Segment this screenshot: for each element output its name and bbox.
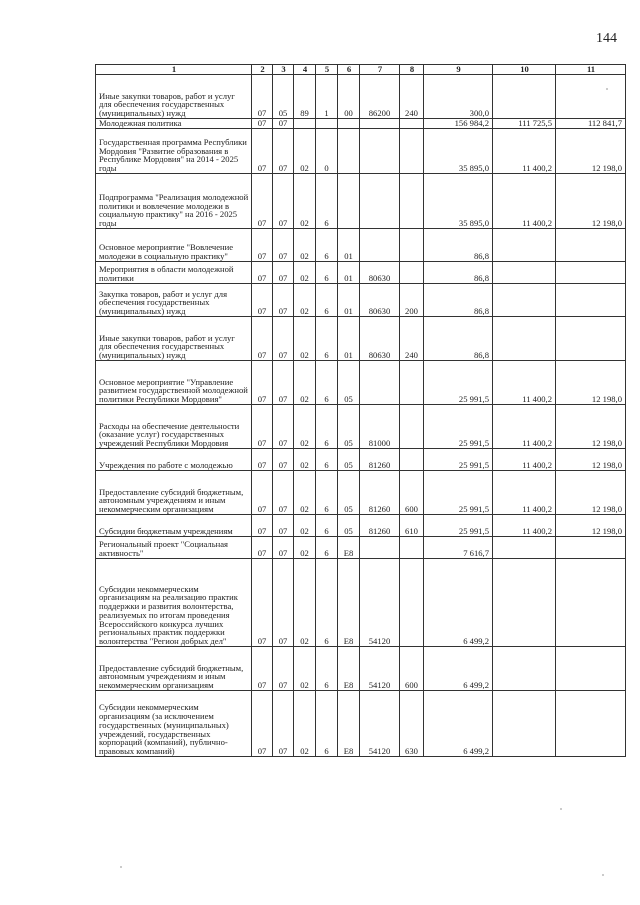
cell-col-7: 54120: [360, 559, 400, 647]
cell-col-9: 35 895,0: [424, 129, 493, 174]
scan-speck: [560, 808, 562, 810]
cell-row-name: Государственная программа Республики Мордовия "Развитие образования в Республике Мордовия" на 2014 - 2025 годы: [96, 129, 252, 174]
cell-col-8: [400, 449, 424, 471]
cell-col-7: 86200: [360, 75, 400, 119]
cell-row-name: Основное мероприятие "Управление развитием государственной молодежной политики Республики Мордовия": [96, 361, 252, 405]
cell-col-10: [493, 75, 556, 119]
column-header: 5: [316, 65, 338, 75]
cell-col-3: 07: [273, 405, 294, 449]
cell-col-4: 02: [294, 361, 316, 405]
cell-col-5: 6: [316, 515, 338, 537]
cell-col-6: 01: [338, 262, 360, 284]
column-header: 8: [400, 65, 424, 75]
cell-col-7: [360, 129, 400, 174]
cell-col-11: [556, 537, 626, 559]
cell-col-10: [493, 537, 556, 559]
cell-col-6: [338, 119, 360, 129]
cell-col-9: 86,8: [424, 284, 493, 317]
cell-col-2: 07: [252, 537, 273, 559]
cell-col-9: 156 984,2: [424, 119, 493, 129]
cell-col-2: 07: [252, 119, 273, 129]
cell-col-10: 11 400,2: [493, 405, 556, 449]
scan-speck: [602, 874, 604, 876]
column-header: 11: [556, 65, 626, 75]
cell-col-6: 05: [338, 515, 360, 537]
cell-col-10: [493, 559, 556, 647]
cell-col-9: 6 499,2: [424, 691, 493, 757]
cell-col-11: 12 198,0: [556, 449, 626, 471]
column-header: 4: [294, 65, 316, 75]
cell-col-11: 12 198,0: [556, 515, 626, 537]
cell-col-3: 07: [273, 471, 294, 515]
table-row: [96, 129, 626, 174]
cell-col-10: [493, 647, 556, 691]
cell-row-name: Субсидии некоммерческим организациям (за исключением государственных (муниципальных) учреждений, государственных корпораций (компаний), публично-правовых компаний): [96, 691, 252, 757]
cell-col-7: [360, 537, 400, 559]
cell-col-5: 1: [316, 75, 338, 119]
cell-col-9: 25 991,5: [424, 361, 493, 405]
cell-col-4: 02: [294, 449, 316, 471]
cell-row-name: Субсидии некоммерческим организациям на реализацию практик поддержки и развития волонтерства, реализуемых по итогам проведения Всероссийского конкурса лучших региональных практик поддержки волонтерства "Регион добрых дел": [96, 559, 252, 647]
table-row: [96, 262, 626, 284]
cell-col-3: 07: [273, 119, 294, 129]
cell-col-9: 6 499,2: [424, 647, 493, 691]
budget-table: [95, 64, 626, 757]
cell-col-9: 300,0: [424, 75, 493, 119]
cell-col-3: 07: [273, 262, 294, 284]
table-row: [96, 471, 626, 515]
table-row: [96, 361, 626, 405]
cell-col-11: 12 198,0: [556, 361, 626, 405]
cell-col-2: 07: [252, 647, 273, 691]
column-header: 6: [338, 65, 360, 75]
cell-row-name: Молодежная политика: [96, 119, 252, 129]
cell-col-8: [400, 229, 424, 262]
cell-col-2: 07: [252, 691, 273, 757]
cell-col-2: 07: [252, 129, 273, 174]
cell-col-10: 11 400,2: [493, 129, 556, 174]
cell-col-5: 6: [316, 405, 338, 449]
cell-col-2: 07: [252, 317, 273, 361]
cell-col-3: 07: [273, 647, 294, 691]
cell-col-8: [400, 129, 424, 174]
cell-col-6: 05: [338, 449, 360, 471]
cell-col-4: 02: [294, 284, 316, 317]
cell-row-name: Закупка товаров, работ и услуг для обеспечения государственных (муниципальных) нужд: [96, 284, 252, 317]
cell-col-4: 02: [294, 691, 316, 757]
cell-col-6: 05: [338, 361, 360, 405]
header-row: [96, 65, 626, 75]
cell-col-9: 7 616,7: [424, 537, 493, 559]
column-header: 3: [273, 65, 294, 75]
cell-col-11: [556, 559, 626, 647]
cell-col-6: E8: [338, 691, 360, 757]
column-header: 7: [360, 65, 400, 75]
column-header: 10: [493, 65, 556, 75]
cell-col-7: 54120: [360, 691, 400, 757]
cell-col-4: 02: [294, 262, 316, 284]
cell-col-4: 02: [294, 129, 316, 174]
cell-col-7: [360, 361, 400, 405]
cell-row-name: Региональный проект "Социальная активность": [96, 537, 252, 559]
cell-col-6: E8: [338, 559, 360, 647]
cell-col-4: 02: [294, 647, 316, 691]
cell-col-10: [493, 262, 556, 284]
cell-col-11: 12 198,0: [556, 405, 626, 449]
cell-col-11: 12 198,0: [556, 174, 626, 229]
table-row: [96, 559, 626, 647]
table-row: [96, 405, 626, 449]
cell-col-9: 25 991,5: [424, 515, 493, 537]
cell-col-11: 12 198,0: [556, 471, 626, 515]
cell-col-8: 630: [400, 691, 424, 757]
cell-col-2: 07: [252, 262, 273, 284]
cell-col-6: E8: [338, 647, 360, 691]
cell-col-5: 6: [316, 174, 338, 229]
cell-col-8: 200: [400, 284, 424, 317]
cell-col-4: 02: [294, 515, 316, 537]
cell-col-8: [400, 174, 424, 229]
cell-col-7: 81000: [360, 405, 400, 449]
cell-col-5: 6: [316, 559, 338, 647]
cell-col-6: 05: [338, 405, 360, 449]
table-row: [96, 537, 626, 559]
cell-col-3: 07: [273, 361, 294, 405]
cell-col-6: [338, 174, 360, 229]
cell-col-9: 25 991,5: [424, 471, 493, 515]
cell-col-6: 01: [338, 317, 360, 361]
cell-col-4: 89: [294, 75, 316, 119]
cell-col-6: [338, 129, 360, 174]
cell-col-10: 11 400,2: [493, 471, 556, 515]
cell-row-name: Предоставление субсидий бюджетным, автономным учреждениям и иным некоммерческим организациям: [96, 471, 252, 515]
cell-col-8: [400, 119, 424, 129]
cell-col-8: [400, 405, 424, 449]
column-header: 1: [96, 65, 252, 75]
cell-col-5: 6: [316, 361, 338, 405]
table-row: [96, 515, 626, 537]
cell-col-11: [556, 262, 626, 284]
cell-col-5: 0: [316, 129, 338, 174]
cell-col-7: 80630: [360, 262, 400, 284]
cell-row-name: Иные закупки товаров, работ и услуг для обеспечения государственных (муниципальных) нужд: [96, 317, 252, 361]
cell-col-11: [556, 647, 626, 691]
cell-col-5: [316, 119, 338, 129]
cell-col-4: 02: [294, 229, 316, 262]
cell-col-10: 11 400,2: [493, 449, 556, 471]
cell-col-10: [493, 317, 556, 361]
cell-col-8: [400, 262, 424, 284]
cell-col-2: 07: [252, 361, 273, 405]
scan-speck: [606, 88, 608, 90]
cell-row-name: Предоставление субсидий бюджетным, автономным учреждениям и иным некоммерческим организациям: [96, 647, 252, 691]
cell-col-9: 86,8: [424, 317, 493, 361]
cell-col-9: 6 499,2: [424, 559, 493, 647]
cell-col-2: 07: [252, 229, 273, 262]
cell-col-9: 86,8: [424, 262, 493, 284]
cell-col-11: [556, 317, 626, 361]
cell-col-6: 05: [338, 471, 360, 515]
cell-col-3: 07: [273, 515, 294, 537]
cell-col-11: 12 198,0: [556, 129, 626, 174]
cell-col-8: [400, 361, 424, 405]
cell-col-8: 600: [400, 647, 424, 691]
table-row: [96, 691, 626, 757]
cell-col-8: 240: [400, 317, 424, 361]
cell-col-11: 112 841,7: [556, 119, 626, 129]
table-row: [96, 449, 626, 471]
cell-col-7: [360, 119, 400, 129]
cell-col-7: 80630: [360, 317, 400, 361]
cell-col-11: [556, 691, 626, 757]
cell-col-3: 05: [273, 75, 294, 119]
cell-col-7: 54120: [360, 647, 400, 691]
cell-col-10: [493, 284, 556, 317]
table-row: [96, 284, 626, 317]
cell-col-4: 02: [294, 559, 316, 647]
table-row: [96, 317, 626, 361]
cell-col-10: [493, 691, 556, 757]
cell-row-name: Основное мероприятие "Вовлечение молодежи в социальную практику": [96, 229, 252, 262]
cell-col-6: E8: [338, 537, 360, 559]
cell-col-3: 07: [273, 559, 294, 647]
cell-col-2: 07: [252, 471, 273, 515]
cell-col-6: 01: [338, 284, 360, 317]
cell-col-11: [556, 284, 626, 317]
cell-col-5: 6: [316, 262, 338, 284]
cell-col-8: 600: [400, 471, 424, 515]
cell-col-3: 07: [273, 537, 294, 559]
cell-col-3: 07: [273, 129, 294, 174]
cell-col-9: 25 991,5: [424, 405, 493, 449]
cell-col-3: 07: [273, 284, 294, 317]
cell-col-4: 02: [294, 174, 316, 229]
table-row: [96, 174, 626, 229]
cell-col-7: 81260: [360, 515, 400, 537]
cell-col-2: 07: [252, 515, 273, 537]
cell-col-2: 07: [252, 559, 273, 647]
cell-row-name: Субсидии бюджетным учреждениям: [96, 515, 252, 537]
cell-col-5: 6: [316, 284, 338, 317]
cell-col-6: 00: [338, 75, 360, 119]
cell-col-5: 6: [316, 449, 338, 471]
cell-col-8: 610: [400, 515, 424, 537]
scan-speck: [120, 866, 122, 868]
cell-col-3: 07: [273, 449, 294, 471]
cell-col-3: 07: [273, 229, 294, 262]
cell-col-7: [360, 229, 400, 262]
table-row: [96, 119, 626, 129]
column-header: 9: [424, 65, 493, 75]
cell-col-11: [556, 75, 626, 119]
cell-col-2: 07: [252, 449, 273, 471]
cell-col-11: [556, 229, 626, 262]
cell-row-name: Подпрограмма "Реализация молодежной политики и вовлечение молодежи в социальную практику" на 2016 - 2025 годы: [96, 174, 252, 229]
cell-col-5: 6: [316, 647, 338, 691]
cell-col-5: 6: [316, 317, 338, 361]
table-row: [96, 229, 626, 262]
table-row: [96, 75, 626, 119]
cell-col-5: 6: [316, 537, 338, 559]
cell-col-4: 02: [294, 471, 316, 515]
cell-col-2: 07: [252, 405, 273, 449]
cell-col-3: 07: [273, 691, 294, 757]
cell-row-name: Учреждения по работе с молодежью: [96, 449, 252, 471]
cell-row-name: Мероприятия в области молодежной политики: [96, 262, 252, 284]
cell-col-9: 35 895,0: [424, 174, 493, 229]
cell-col-8: 240: [400, 75, 424, 119]
cell-col-10: 11 400,2: [493, 515, 556, 537]
cell-col-5: 6: [316, 229, 338, 262]
cell-col-8: [400, 559, 424, 647]
cell-col-6: 01: [338, 229, 360, 262]
cell-col-4: 02: [294, 537, 316, 559]
cell-col-10: 11 400,2: [493, 361, 556, 405]
cell-row-name: Иные закупки товаров, работ и услуг для обеспечения государственных (муниципальных) нужд: [96, 75, 252, 119]
cell-col-2: 07: [252, 75, 273, 119]
table-row: [96, 647, 626, 691]
cell-col-8: [400, 537, 424, 559]
table-body: [96, 65, 626, 757]
cell-col-7: [360, 174, 400, 229]
cell-col-4: 02: [294, 405, 316, 449]
cell-col-3: 07: [273, 174, 294, 229]
cell-col-4: 02: [294, 317, 316, 361]
page-number: 144: [596, 31, 617, 46]
cell-col-7: 80630: [360, 284, 400, 317]
cell-col-10: 11 400,2: [493, 174, 556, 229]
cell-col-5: 6: [316, 471, 338, 515]
cell-col-3: 07: [273, 317, 294, 361]
cell-col-9: 25 991,5: [424, 449, 493, 471]
cell-col-10: [493, 229, 556, 262]
cell-col-5: 6: [316, 691, 338, 757]
cell-col-10: 111 725,5: [493, 119, 556, 129]
cell-col-2: 07: [252, 174, 273, 229]
cell-row-name: Расходы на обеспечение деятельности (оказание услуг) государственных учреждений Республики Мордовия: [96, 405, 252, 449]
cell-col-7: 81260: [360, 449, 400, 471]
cell-col-7: 81260: [360, 471, 400, 515]
column-header: 2: [252, 65, 273, 75]
cell-col-9: 86,8: [424, 229, 493, 262]
cell-col-4: [294, 119, 316, 129]
cell-col-2: 07: [252, 284, 273, 317]
